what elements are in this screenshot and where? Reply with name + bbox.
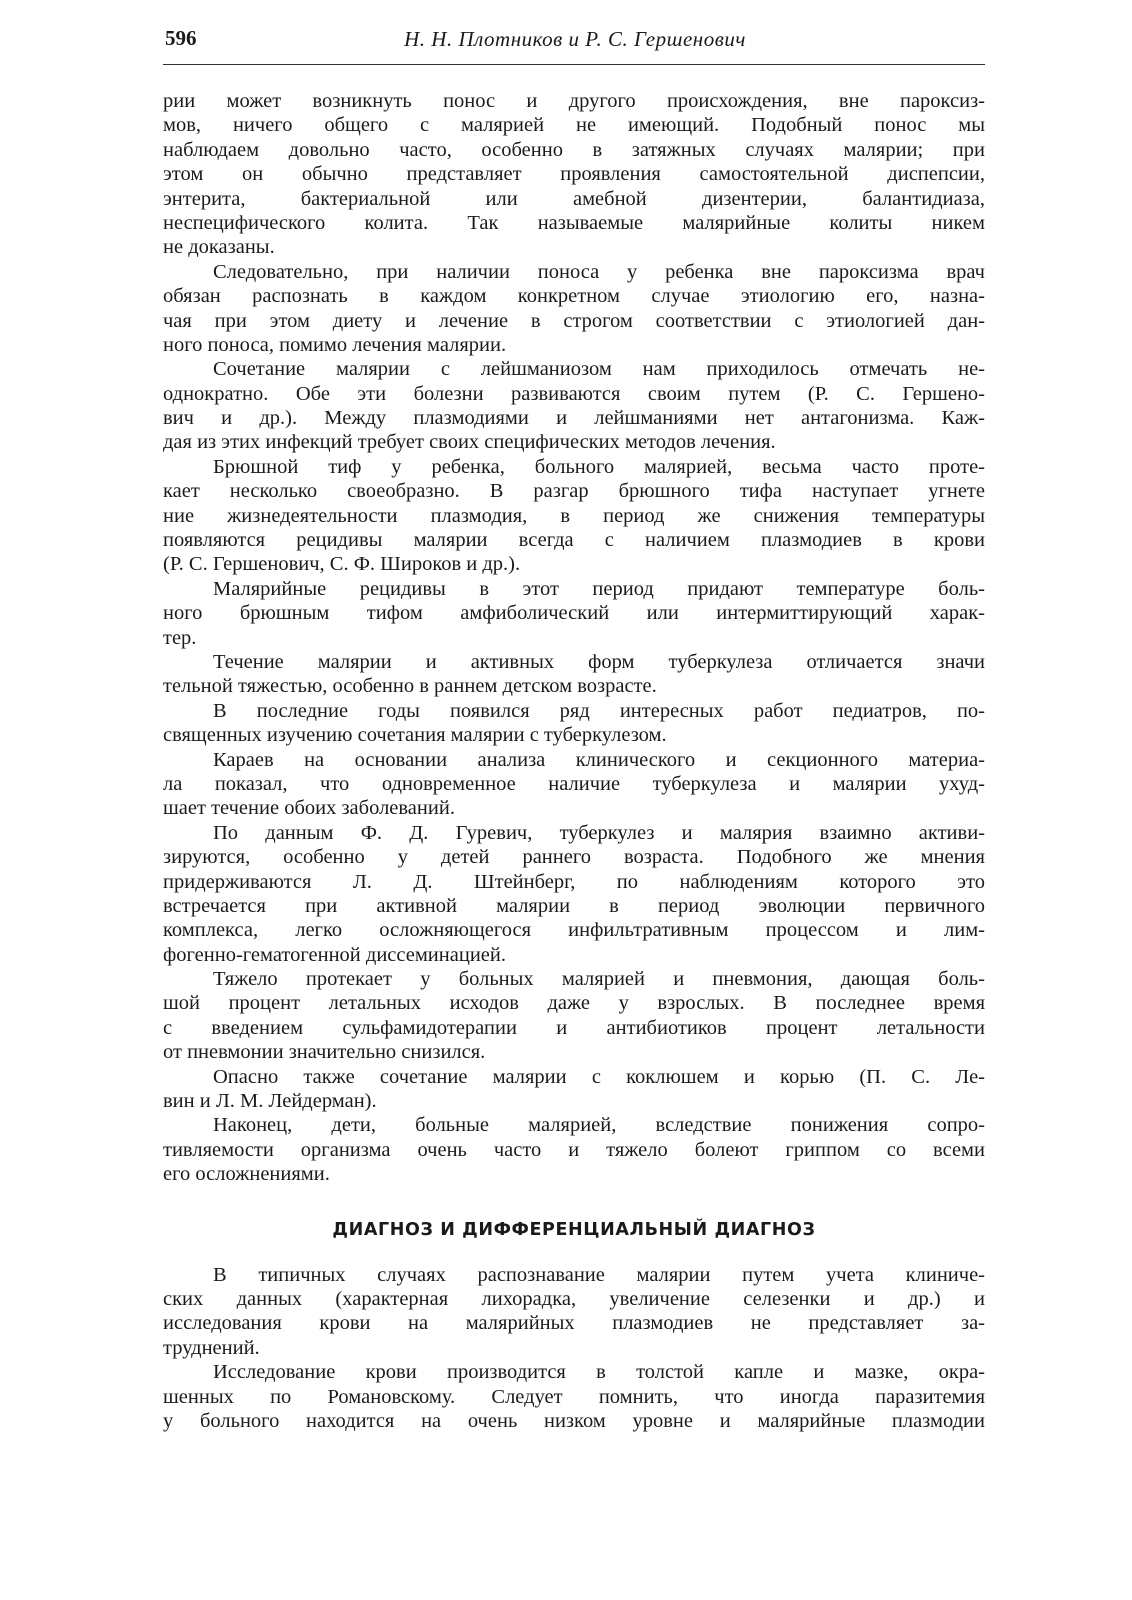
text-line: энтерита, бактериальной или амебной дизентерии, балантидиаза,	[163, 187, 985, 210]
text-line: комплекса, легко осложняющегося инфильтративным процессом и лим-	[163, 919, 985, 942]
text-line: шой процент летальных исходов даже у взрослых. В последнее время	[163, 992, 985, 1015]
text-line: его осложнениями.	[163, 1163, 330, 1186]
text-line: рии может возникнуть понос и другого происхождения, вне пароксиз-	[163, 90, 985, 112]
text-line: тер.	[163, 626, 197, 649]
text-line: этом он обычно представляет проявления самостоятельной диспепсии,	[163, 163, 985, 186]
text-line: В последние годы появился ряд интересных работ педиатров, по-	[213, 699, 985, 722]
text-line: В типичных случаях распознавание малярии путем учета клиниче-	[213, 1263, 985, 1286]
page-number: 596	[165, 26, 197, 50]
text-line: неспецифического колита. Так называемые малярийные колиты никем	[163, 211, 985, 234]
text-line: вич и др.). Между плазмодиями и лейшманиями нет антагонизма. Каж-	[163, 407, 985, 430]
text-line: Тяжело протекает у больных малярией и пневмония, дающая боль-	[213, 968, 985, 991]
text-line: ние жизнедеятельности плазмодия, в период же снижения температуры	[163, 504, 985, 527]
page-header	[165, 26, 985, 62]
text-line: Исследование крови производится в толстой капле и мазке, окра-	[213, 1361, 985, 1384]
text-line: тельной тяжестью, особенно в раннем детском возрасте.	[163, 675, 657, 698]
text-line: ла показал, что одновременное наличие туберкулеза и малярии ухуд-	[163, 772, 985, 795]
running-title: Н. Н. Плотников и Р. С. Гершенович	[404, 27, 746, 51]
text-line: встречается при активной малярии в период эволюции первичного	[163, 894, 985, 917]
text-line: с введением сульфамидотерапии и антибиотиков процент летальности	[163, 1016, 985, 1039]
text-line: придерживаются Л. Д. Штейнберг, по наблюдениям которого это	[163, 870, 985, 893]
body-text	[163, 89, 985, 1433]
text-line: кает несколько своеобразно. В разгар брюшного тифа наступает угнете	[163, 480, 985, 503]
text-line: чая при этом диету и лечение в строгом соответствии с этиологией дан-	[163, 309, 985, 332]
text-line: от пневмонии значительно снизился.	[163, 1041, 486, 1064]
text-line: (Р. С. Гершенович, С. Ф. Широков и др.).	[163, 553, 521, 576]
text-line: шает течение обоих заболеваний.	[163, 797, 455, 820]
text-line: Опасно также сочетание малярии с коклюшем и корью (П. С. Ле-	[213, 1065, 985, 1088]
text-line: фогенно-гематогенной диссеминацией.	[163, 943, 506, 966]
text-line: не доказаны.	[163, 236, 275, 259]
text-line: ного брюшным тифом амфиболический или интермиттирующий харак-	[163, 602, 985, 625]
text-line: однократно. Обе эти болезни развиваются своим путем (Р. С. Гершено-	[163, 382, 985, 405]
text-line: Сочетание малярии с лейшманиозом нам приходилось отмечать не-	[213, 358, 985, 381]
text-line: дая из этих инфекций требует своих специфических методов лечения.	[163, 431, 776, 454]
text-line: обязан распознать в каждом конкретном случае этиологию его, назна-	[163, 285, 985, 308]
text-line: тивляемости организма очень часто и тяжело болеют гриппом со всеми	[163, 1138, 985, 1161]
text-line: священных изучению сочетания малярии с туберкулезом.	[163, 724, 667, 747]
text-line: ских данных (характерная лихорадка, увеличение селезенки и др.) и	[163, 1287, 985, 1310]
text-line: Караев на основании анализа клинического и секционного материа-	[213, 748, 985, 771]
text-line: Малярийные рецидивы в этот период придают температуре боль-	[213, 577, 985, 600]
header-rule	[163, 64, 985, 65]
text-line: По данным Ф. Д. Гуревич, туберкулез и малярия взаимно активи-	[213, 821, 985, 844]
text-line: у больного находится на очень низком уровне и малярийные плазмодии	[163, 1409, 985, 1432]
text-line: вин и Л. М. Лейдерман).	[163, 1090, 377, 1113]
text-line: ного поноса, помимо лечения малярии.	[163, 333, 507, 356]
text-line: Следовательно, при наличии поноса у ребенка вне пароксизма врач	[213, 260, 985, 283]
text-line: появляются рецидивы малярии всегда с наличием плазмодиев в крови	[163, 529, 985, 552]
text-line: зируются, особенно у детей раннего возраста. Подобного же мнения	[163, 846, 985, 869]
text-line: Брюшной тиф у ребенка, больного малярией, весьма часто проте-	[213, 455, 985, 478]
text-line: мов, ничего общего с малярией не имеющий. Подобный понос мы	[163, 114, 985, 137]
section-heading: ДИАГНОЗ И ДИФФЕРЕНЦИАЛЬНЫЙ ДИАГНОЗ	[332, 1219, 816, 1240]
text-line: исследования крови на малярийных плазмодиев не представляет за-	[163, 1312, 985, 1335]
text-line: труднений.	[163, 1336, 260, 1359]
text-line: Течение малярии и активных форм туберкулеза отличается значи	[213, 650, 985, 673]
text-line: Наконец, дети, больные малярией, вследствие понижения сопро-	[213, 1114, 985, 1137]
text-line: шенных по Романовскому. Следует помнить, что иногда паразитемия	[163, 1385, 985, 1408]
text-line: наблюдаем довольно часто, особенно в затяжных случаях малярии; при	[163, 138, 985, 161]
